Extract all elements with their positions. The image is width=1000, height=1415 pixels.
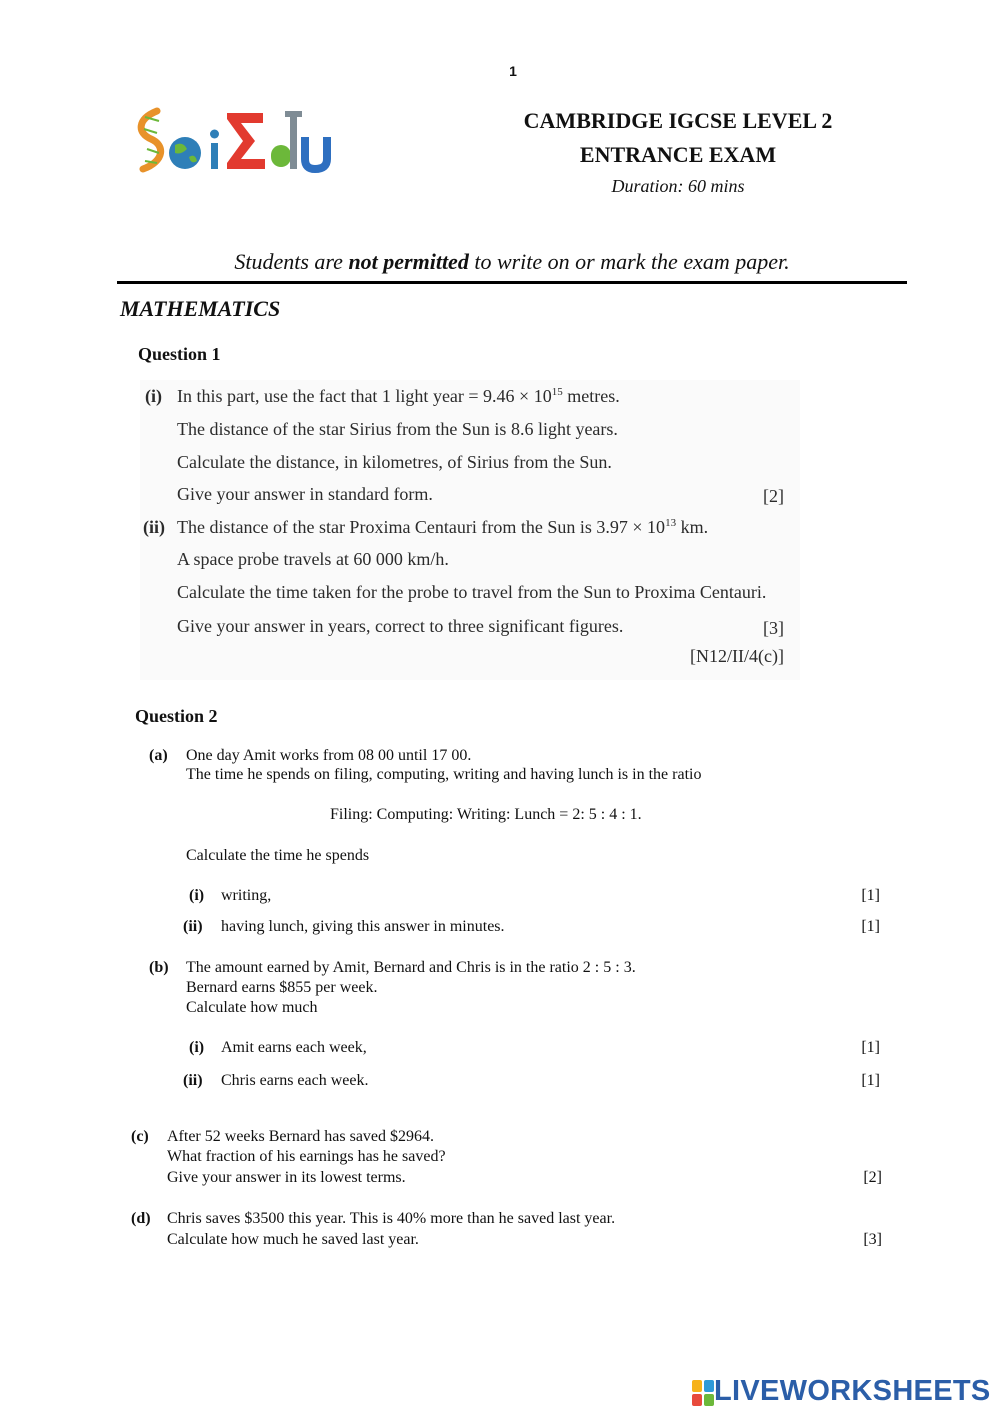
q2-part-b-i-label: (i) [189,1039,205,1056]
q2-part-a-prompt: Calculate the time he spends [186,847,370,864]
question-1-heading: Question 1 [138,344,221,364]
q2-part-a-ratio: Filing: Computing: Writing: Lunch = 2: 5 : 4 : 1. [330,806,642,823]
q2-part-d-line1: Chris saves $3500 this year. This is 40% more than he saved last year. [167,1210,616,1227]
q2-part-c-line1: After 52 weeks Bernard has saved $2964. [167,1128,435,1145]
q1-part-i-line4: Give your answer in standard form. [177,484,433,504]
q1-part-ii-marks: [3] [763,618,784,638]
q2-part-c-label: (c) [131,1128,149,1145]
liveworksheets-logo[interactable] [690,1372,990,1412]
q2-part-b-i-marks: [1] [861,1039,880,1056]
q1-part-i-marks: [2] [763,486,784,506]
q2-part-a-label: (a) [149,747,168,764]
q2-part-d-label: (d) [131,1210,151,1227]
question-2-heading: Question 2 [135,706,218,726]
q2-part-b-line3: Calculate how much [186,999,318,1016]
exam-notice: Students are not permitted to write on or mark the exam paper. [234,249,790,274]
q1-part-ii-line2: A space probe travels at 60 000 km/h. [177,549,449,569]
q2-part-a-i-marks: [1] [861,887,880,904]
q2-part-b-label: (b) [149,959,169,976]
q1-part-i-line3: Calculate the distance, in kilometres, of Sirius from the Sun. [177,452,612,472]
page-number: 1 [509,63,517,79]
exam-duration: Duration: 60 mins [611,176,745,196]
sciedu-logo [135,105,335,175]
liveworksheets-wordmark: LIVEWORKSHEETS [714,1375,991,1407]
exam-title-line2: ENTRANCE EXAM [579,142,777,167]
q2-part-b-line1: The amount earned by Amit, Bernard and Chris is in the ratio 2 : 5 : 3. [186,959,636,976]
q1-part-i-line1: In this part, use the fact that 1 light year = $9.46 \times 10^{15}$ metres. [177,386,620,406]
q2-part-b-line2: Bernard earns $855 per week. [186,979,378,996]
q1-part-ii-label: (ii) [143,517,165,537]
subject-heading: MATHEMATICS [120,296,281,321]
q1-reference: [N12/II/4(c)] [690,646,784,666]
q2-part-b-ii-label: (ii) [183,1072,203,1089]
notice-emphasis: not permitted [348,249,469,274]
q2-part-a-ii-label: (ii) [183,918,203,935]
q1-part-i-line2: The distance of the star Sirius from the Sun is 8.6 light years. [177,419,618,439]
q2-part-a-i-label: (i) [189,887,205,904]
q2-part-b-i-text: Amit earns each week, [221,1039,367,1056]
q1-part-ii-line3: Calculate the time taken for the probe to travel from the Sun to Proxima Centauri. [177,582,767,602]
q2-part-d-marks: [3] [863,1231,882,1248]
q1-part-i-label: (i) [145,386,162,406]
logo-text: SciΣdu [135,105,138,106]
q2-part-d-line2: Calculate how much he saved last year. [167,1231,419,1248]
q2-part-c-marks: [2] [863,1169,882,1186]
q2-part-a-line1: One day Amit works from 08 00 until 17 00. [186,747,472,764]
q2-part-c-line2: What fraction of his earnings has he saved? [167,1148,446,1165]
q2-part-a-line2: The time he spends on filing, computing, writing and having lunch is in the ratio [186,766,702,783]
exam-title-line1: CAMBRIDGE IGCSE LEVEL 2 [523,108,833,133]
q2-part-b-ii-marks: [1] [861,1072,880,1089]
q1-part-ii-line4: Give your answer in years, correct to three significant figures. [177,616,624,636]
q2-part-a-ii-marks: [1] [861,918,880,935]
q2-part-a-i-text: writing, [221,887,272,904]
header-divider [117,281,907,284]
q2-part-a-ii-text: having lunch, giving this answer in minutes. [221,918,505,935]
q1-part-ii-line1: The distance of the star Proxima Centauri from the Sun is $3.97 \times 10^{13}$ km. [177,517,709,537]
q2-part-b-ii-text: Chris earns each week. [221,1072,369,1089]
q2-part-c-line3: Give your answer in its lowest terms. [167,1169,406,1186]
liveworksheets-icon [692,1380,714,1406]
